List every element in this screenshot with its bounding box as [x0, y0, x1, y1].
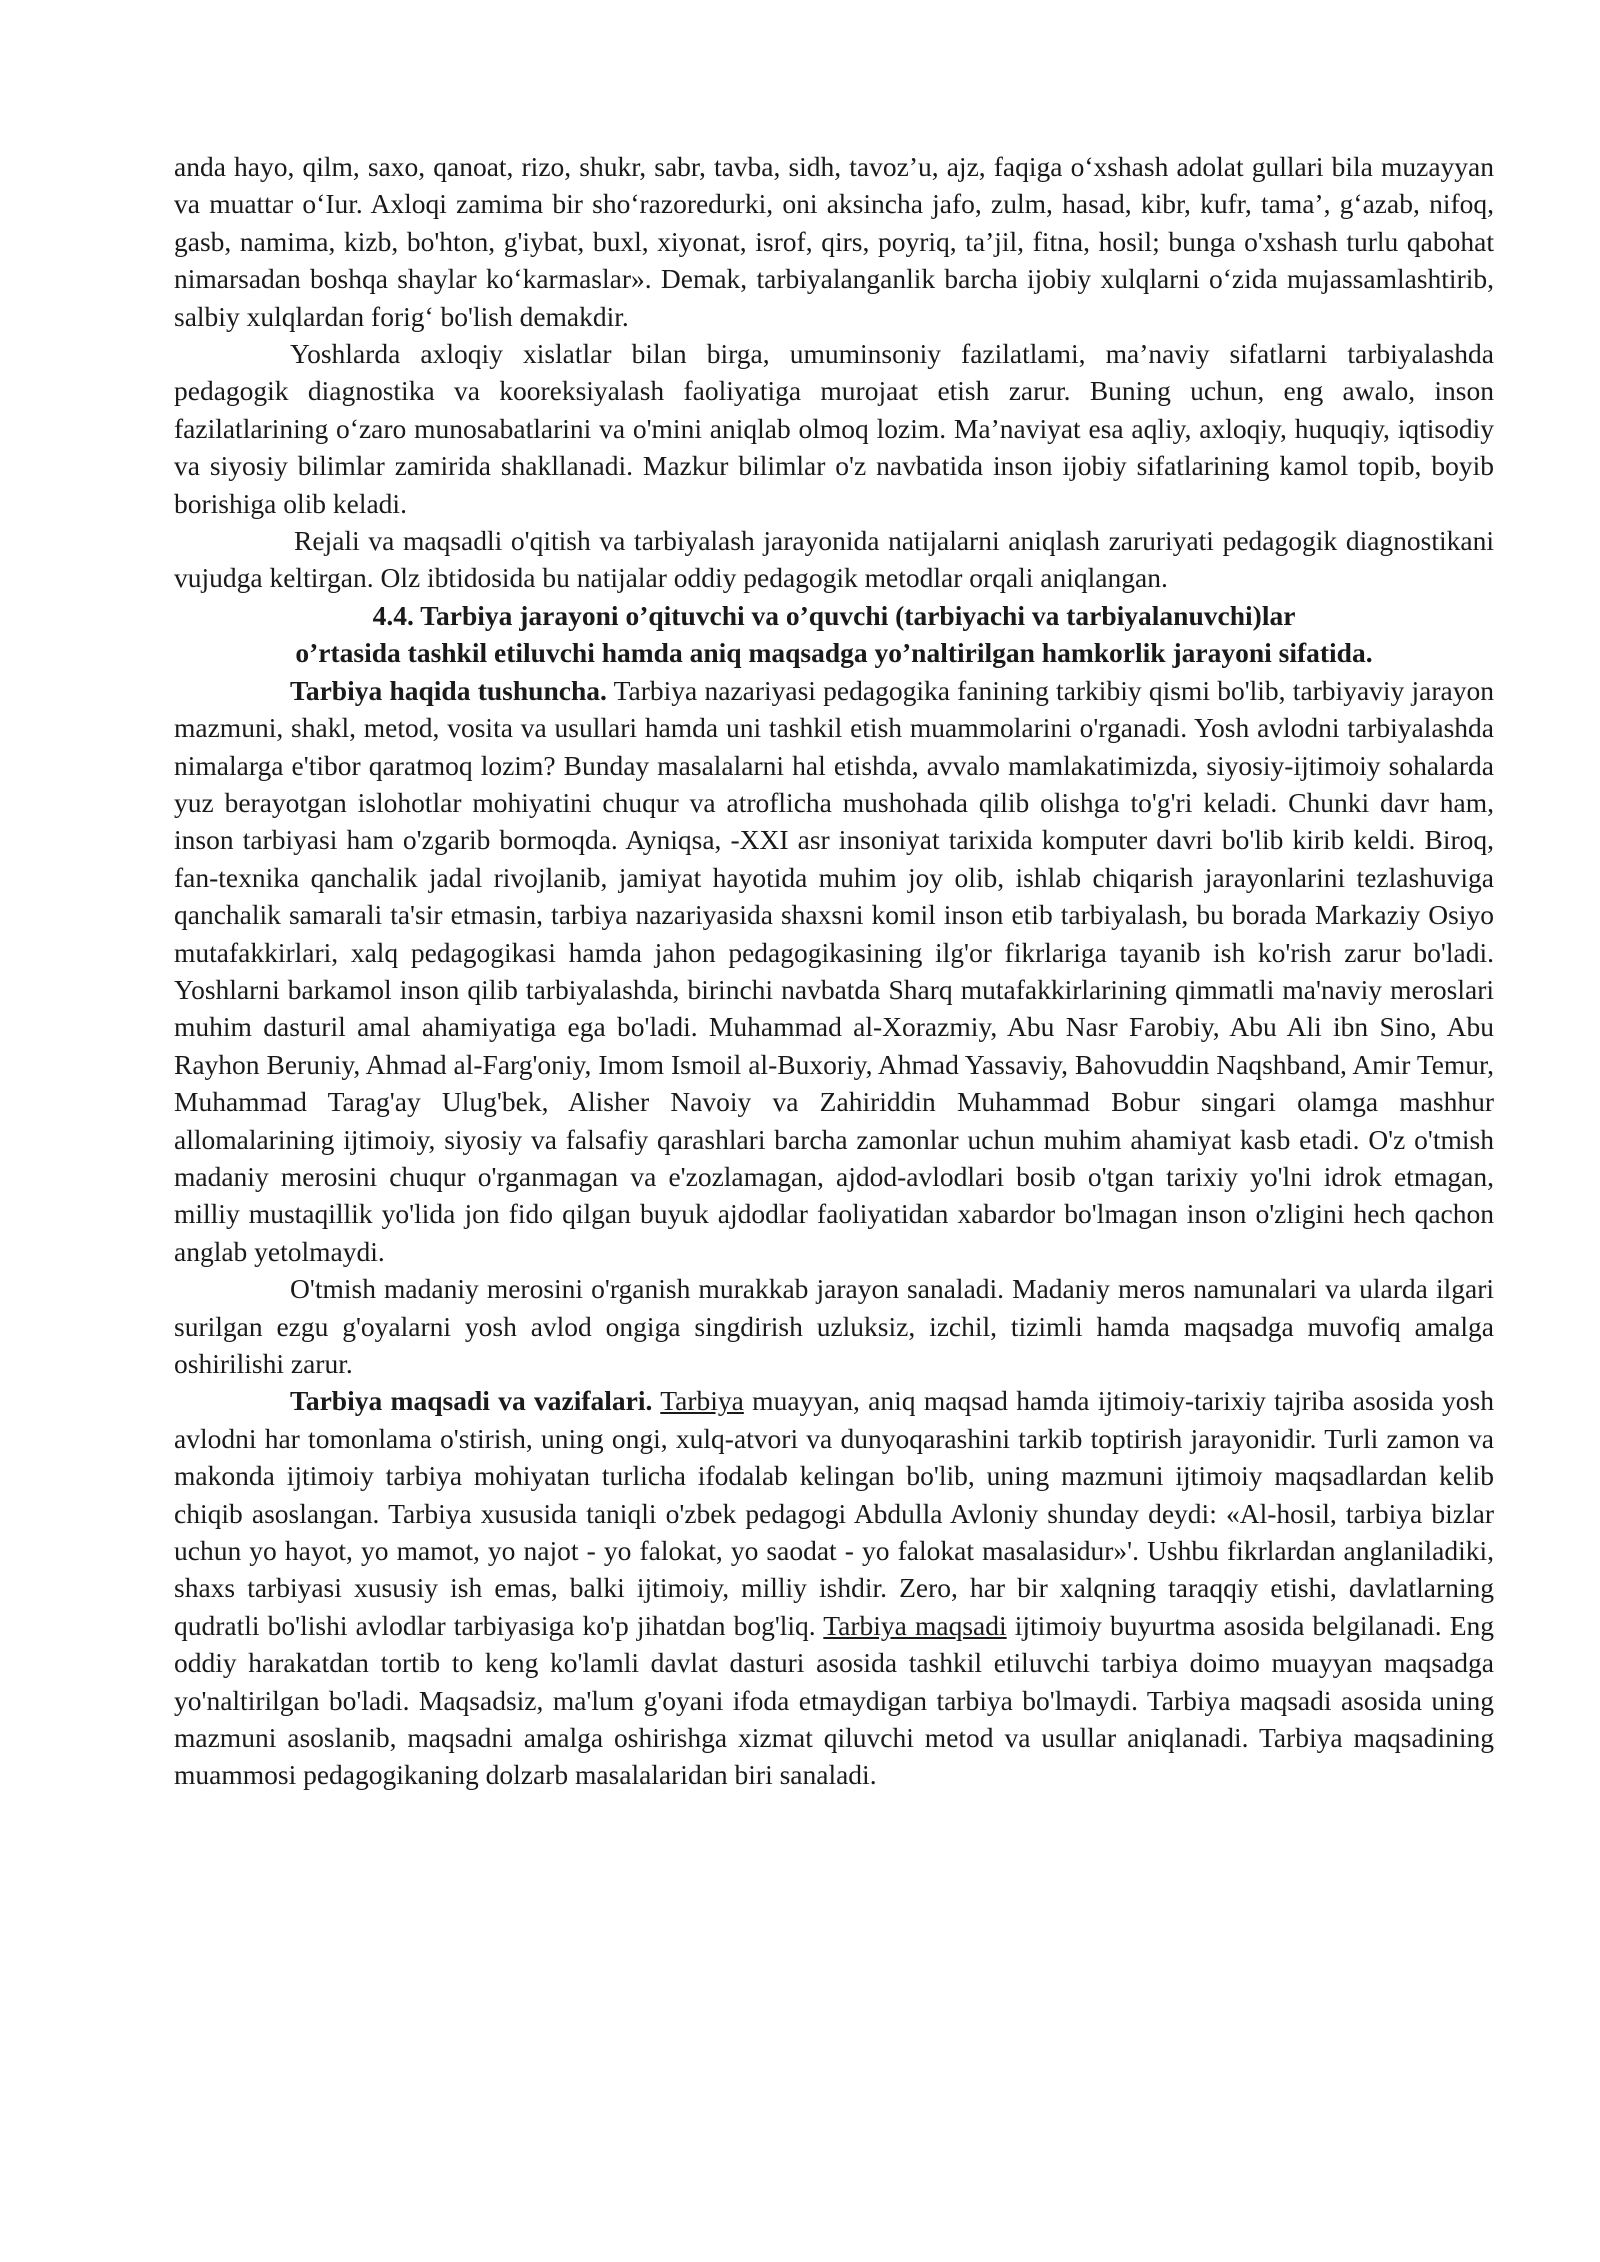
paragraph-6-body-2: ijtimoiy buyurtma asosida belgilanadi. Eng oddiy harakatdan tortib to keng ko'lamli davlat dasturi asosida tashkil etiluvchi tarbiya doimo muayyan maqsadga yo'naltirilgan bo'ladi. Maqsadsiz, ma'lum g'oyani ifoda etmaydigan tarbiya bo'lmaydi. Tarbiya maqsadi asosida uning mazmuni asoslanib, maqsadni amalga oshirishga xizmat qiluvchi metod va usullar aniqlanadi. Tarbiya maqsadining muammosi pedagogikaning dolzarb masalalaridan biri sanaladi.: [174, 1609, 1494, 1791]
section-heading-line-1: 4.4. Tarbiya jarayoni o’qituvchi va o’quvchi (tarbiyachi va tarbiyalanuvchi)lar: [372, 599, 1296, 631]
paragraph-5: O'tmish madaniy merosini o'rganish murakkab jarayon sanaladi. Madaniy meros namunalari va ularda ilgari surilgan ezgu g'oyalarni yosh avlod ongiga singdirish uzluksiz, izchil, tizimli hamda maqsadga muvofiq amalga oshirilishi zarur.: [174, 1273, 1494, 1379]
document-page: [174, 148, 1494, 1794]
paragraph-6-lead: Tarbiya maqsadi va vazifalari.: [290, 1385, 653, 1417]
paragraph-4: [174, 672, 1494, 1271]
paragraph-1: anda hayo, qilm, saxo, qanoat, rizo, shukr, sabr, tavba, sidh, tavoz’u, ajz, faqiga o‘xshash adolat gullari bila muzayyan va muattar o‘Iur. Axloqi zamima bir sho‘razoredurki, oni aksincha jafo, zulm, hasad, kibr, kufr, tama’, g‘azab, nifoq, gasb, namima, kizb, bo'hton, g'iybat, buxl, xiyonat, isrof, qirs, poyriq, ta’jil, fitna, hosil; bunga o'xshash turlu qabohat nimarsadan boshqa shaylar ko‘karmaslar». Demak, tarbiyalanganlik barcha ijobiy xulqlarni o‘zida mujassamlashtirib, salbiy xulqlardan forig‘ bo'lish demakdir.: [174, 151, 1494, 332]
term-link-tarbiya-maqsadi[interactable]: Tarbiya maqsadi: [823, 1609, 1007, 1641]
paragraph-2: Yoshlarda axloqiy xislatlar bilan birga, umuminsoniy fazilatlami, ma’naviy sifatlarni tarbiyalashda pedagogik diagnostika va kooreksiyalash faoliyatiga murojaat etish zarur. Buning uchun, eng awalo, inson fazilatlarining o‘zaro munosabatlarini va o'mini aniqlab olmoq lozim. Ma’naviyat esa aqliy, axloqiy, huquqiy, iqtisodiy va siyosiy bilimlar zamirida shakllanadi. Mazkur bilimlar o'z navbatida inson ijobiy sifatlarining kamol topib, boyib borishiga olib keladi.: [174, 338, 1494, 519]
paragraph-4-lead: Tarbiya haqida tushuncha.: [290, 674, 607, 706]
paragraph-3: Rejali va maqsadli o'qitish va tarbiyalash jarayonida natijalarni aniqlash zaruriyati pedagogik diagnostikani vujudga keltirgan. Olz ibtidosida bu natijalar oddiy pedagogik metodlar orqali aniqlangan.: [174, 525, 1494, 594]
section-heading-line-2: o’rtasida tashkil etiluvchi hamda aniq maqsadga yo’naltirilgan hamkorlik jarayoni sifatida.: [295, 637, 1373, 669]
paragraph-6-body-1: muayyan, aniq maqsad hamda ijtimoiy-tarixiy tajriba asosida yosh avlodni har tomonlama o'stirish, uning ongi, xulq-atvori va dunyoqarashini tarkib toptirish jarayonidir. Turli zamon va makonda ijtimoiy tarbiya mohiyatan turlicha ifodalab kelingan bo'lib, uning mazmuni ijtimoiy maqsadlardan kelib chiqib asoslangan. Tarbiya xususida taniqli o'zbek pedagogi Abdulla Avloniy shunday deydi: «Al-hosil, tarbiya bizlar uchun yo hayot, yo mamot, yo najot - yo falokat, yo saodat - yo falokat masalasidur»'. Ushbu fikrlardan anglaniladiki, shaxs tarbiyasi xususiy ish emas, balki ijtimoiy, milliy ishdir. Zero, har bir xalqning taraqqiy etishi, davlatlarning qudratli bo'lishi avlodlar tarbiyasiga ko'p jihatdan bog'liq.: [174, 1385, 1494, 1641]
section-heading: [174, 597, 1494, 672]
paragraph-4-body: Tarbiya nazariyasi pedagogika fanining tarkibiy qismi bo'lib, tarbiyaviy jarayon mazmuni, shakl, metod, vosita va usullari hamda uni tashkil etish muammolarini o'rganadi. Yosh avlodni tarbiyalashda nimalarga e'tibor qaratmoq lozim? Bunday masalalarni hal etishda, avvalo mamlakatimizda, siyosiy-ijtimoiy sohalarda yuz berayotgan islohotlar mohiyatini chuqur va atroflicha mushohada qilib olishga to'g'ri keladi. Chunki davr ham, inson tarbiyasi ham o'zgarib bormoqda. Ayniqsa, -XXI asr insoniyat tarixida komputer davri bo'lib kirib keldi. Biroq, fan-texnika qanchalik jadal rivojlanib, jamiyat hayotida muhim joy olib, ishlab chiqarish jarayonlarini tezlashuviga qanchalik samarali ta'sir etmasin, tarbiya nazariyasida shaxsni komil inson etib tarbiyalash, bu borada Markaziy Osiyo mutafakkirlari, xalq pedagogikasi hamda jahon pedagogikasining ilg'or fikrlariga tayanib ish ko'rish zarur bo'ladi. Yoshlarni barkamol inson qilib tarbiyalashda, birinchi navbatda Sharq mutafakkirlarining qimmatli ma'naviy meroslari muhim dasturil amal ahamiyatiga ega bo'ladi. Muhammad al-Xorazmiy, Abu Nasr Farobiy, Abu Ali ibn Sino, Abu Rayhon Beruniy, Ahmad al-Farg'oniy, Imom Ismoil al-Buxoriy, Ahmad Yassaviy, Bahovuddin Naqshband, Amir Temur, Muhammad Tarag'ay Ulug'bek, Alisher Navoiy va Zahiriddin Muhammad Bobur singari olamga mashhur allomalarining ijtimoiy, siyosiy va falsafiy qarashlari barcha zamonlar uchun muhim ahamiyat kasb etadi. O'z o'tmish madaniy merosini chuqur o'rganmagan va e'zozlamagan, ajdod-avlodlari bosib o'tgan tarixiy yo'lni idrok etmagan, milliy mustaqillik yo'lida jon fido qilgan buyuk ajdodlar faoliyatidan xabardor bo'lmagan inson o'zligini hech qachon anglab yetolmaydi.: [174, 674, 1494, 1267]
paragraph-6: [174, 1382, 1494, 1793]
term-link-tarbiya[interactable]: Tarbiya: [660, 1385, 744, 1417]
